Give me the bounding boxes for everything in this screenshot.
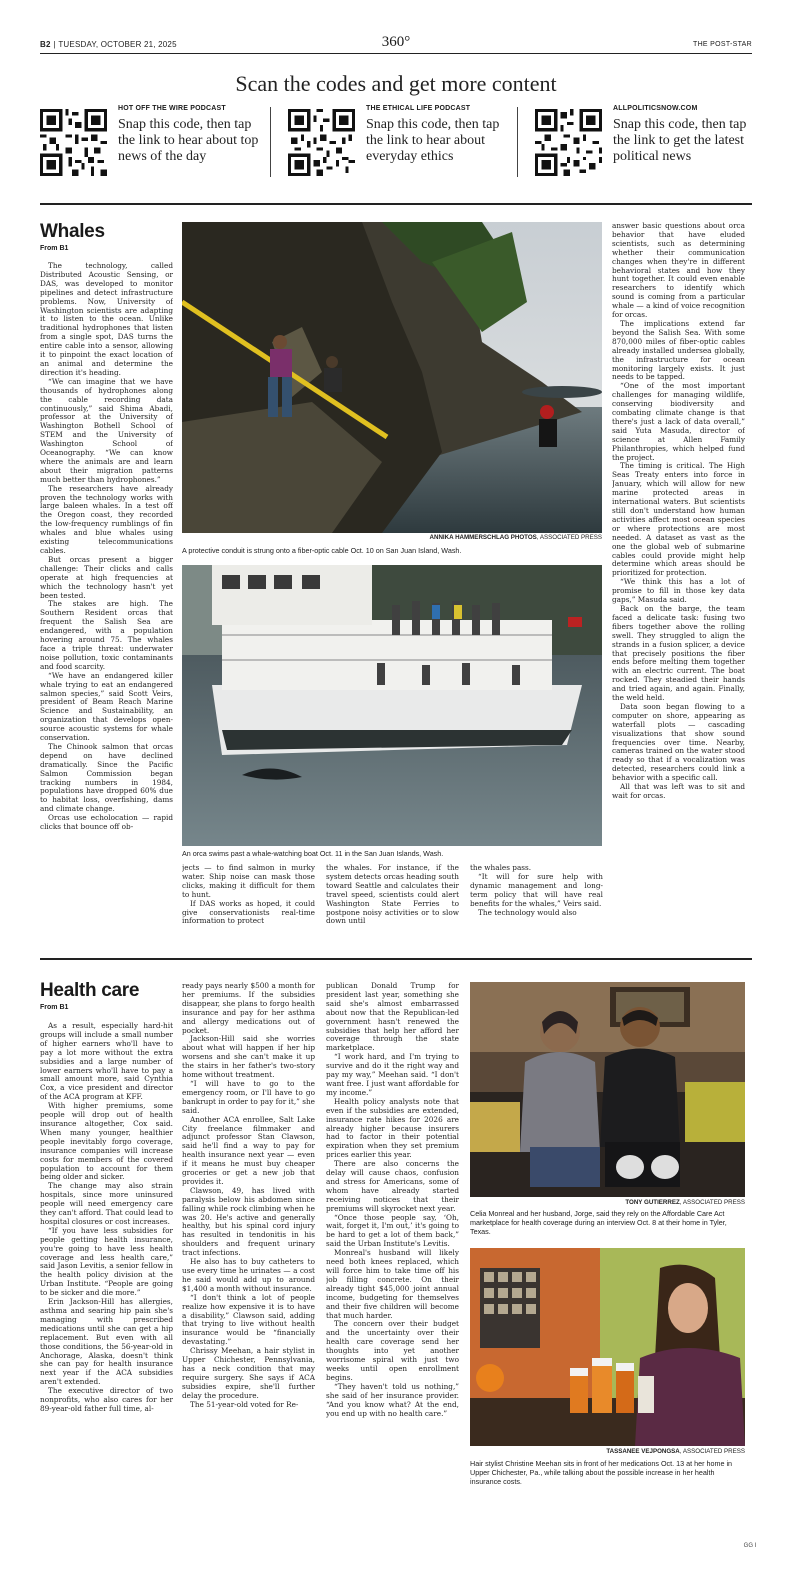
health-photo2-caption: Hair stylist Christine Meehan sits in front of her medications Oct. 13 at her home in Upper Chichester, Pa., while talking about the possible increase in her health insurance costs. <box>470 1459 733 1486</box>
whales-photo1-caption: A protective conduit is strung onto a fiber-optic cable Oct. 10 on San Juan Island, Wash. <box>182 546 462 555</box>
qr-code-icon[interactable] <box>288 109 355 176</box>
health-photo-monreal-couple <box>470 982 745 1197</box>
health-photo1-credit: TONY GUTIERREZ, ASSOCIATED PRESS <box>625 1199 745 1206</box>
promo-text: Snap this code, then tap the link to get the latest political news <box>613 117 747 164</box>
promo-item-politics[interactable] <box>535 105 765 185</box>
health-photo1-caption: Celia Monreal and her husband, Jorge, said they rely on the Affordable Care Act marketplace for health coverage during an interview Oct. 8 at their home in Tyler, Texas. <box>470 1209 727 1236</box>
promo-text: Snap this code, then tap the link to hear about everyday ethics <box>366 117 500 164</box>
promo-kicker: HOT OFF THE WIRE PODCAST <box>118 105 226 112</box>
section-rule <box>40 203 752 205</box>
health-jump-from: From B1 <box>40 1004 69 1011</box>
page-code: GG I <box>743 1543 757 1549</box>
whales-jump-from: From B1 <box>40 245 69 252</box>
promo-divider <box>517 107 518 177</box>
newspaper-name: THE POST-STAR <box>693 41 752 48</box>
whales-photo2-caption: An orca swims past a whale-watching boat Oct. 11 in the San Juan Islands, Wash. <box>182 849 444 858</box>
whales-column-1: The technology, called Distributed Acoustic Sensing, or DAS, was developed to monitor pipelines and detect infrastructure problems. Now, University of Washington scientists are adapting it to listen to the ocean. Unlike traditional hydrophones that listen from a single spot, DAS turns the entire cable into a sensor, allowing it to pinpoint the exact location of an animal and determine the direction it's heading. “We can imagine that we have thousands of hydrophones along the cable recording data continuously,” said Shima Abadi, professor at the University of Washington Bothell School of STEM and the University of Washington School of Oceanography. “We can know where the animals are and learn about their migration patterns much better than hydrophones.” The researchers have already proven the technology works with large baleen whales. In a test off the Oregon coast, they recorded the low-frequency rumblings of fin whales and blue whales using existing telecommunications cables. But orcas present a bigger challenge: Their clicks and calls operate at high frequencies at which the technology hasn't yet been tested. The stakes are high. The Southern Resident orcas that frequent the Salish Sea are endangered, with a population hovering around 75. The whales face a triple threat: underwater noise pollution, toxic contaminants and food scarcity. “We have an endangered killer whale trying to eat an endangered salmon species,” said Scott Veirs, president of Beam Reach Marine Science and Sustainability, an organization that develops open-source acoustic systems for whale conservation. The Chinook salmon that orcas depend on have declined dramatically. Since the Pacific Salmon Commission began tracking numbers in 1984, populations have dropped 60% due to habitat loss, overfishing, dams and climate change. Orcas use echolocation — rapid clicks that bounce off ob- <box>40 262 173 832</box>
qr-code-icon[interactable] <box>40 109 107 176</box>
health-column-2: ready pays nearly $500 a month for her premiums. If the subsidies disappear, she plans to forgo health insurance and pay for her asthma and allergy medications out of pocket. Jackson-Hill said she worries about what will happen if her hip worsens and she can't make it up the stairs in her father's two-story home without treatment. “I will have to go to the emergency room, or I'll have to go bankrupt in order to pay for it,” she said. Another ACA enrollee, Salt Lake City freelance filmmaker and adjunct professor Stan Clawson, said he'll find a way to pay for health insurance next year — even if it means he must buy cheaper groceries or get a new job that provides it. Clawson, 49, has lived with paralysis below his abdomen since falling while rock climbing when he was 20. He's active and generally healthy, but his spinal cord injury has resulted in tendonitis in his shoulders and frequent urinary tract infections. He also has to buy catheters to use every time he urinates — a cost he said would add up to around $1,400 a month without insurance. “I don't think a lot of people realize how expensive it is to have a disability,” Clawson said, adding that trying to live without health insurance would be “financially devastating.” Chrissy Meehan, a hair stylist in Upper Chichester, Pennsylvania, has a neck condition that may require surgery. She says if ACA subsidies expire, she'll further delay the procedure. The 51-year-old voted for Re- <box>182 982 315 1409</box>
health-column-3: publican Donald Trump for president last year, something she said she's almost embarrassed about now that the Republican-led government hasn't renewed the subsidies that help her afford her coverage through the state marketplace. “I work hard, and I'm trying to survive and do it the right way and pay my way,” Meehan said. “I don't want free. I just want affordable for my income.” Health policy analysts note that even if the subsidies are extended, insurance rate hikes for 2026 are already higher because insurers had to factor in their potential expiration when they set premium prices earlier this year. There are also concerns the delay will cause chaos, confusion and stress for Americans, some of whom have already started receiving notices that their premiums will skyrocket next year. “Once those people say, ‘Oh, wait, forget it, I'm out,’ it's going to be hard to get a lot of them back,” said the Urban Institute's Levitis. Monreal's husband will likely need both knees replaced, which will force him to take time off his job filling concrete. On their already tight $45,000 joint annual income, budgeting for themselves and their five children will become that much harder. The concern over their budget and the uncertainty over their health care coverage send her thoughts into yet another worrisome spiral with just two weeks until open enrollment begins. “They haven't told us nothing,” she said of her insurance provider. “And you know what? At the end, you end up with no health care.” <box>326 982 459 1418</box>
promo-item-wire[interactable] <box>40 105 270 185</box>
health-headline: Health care <box>40 980 140 1001</box>
promo-headline: Scan the codes and get more content <box>235 71 557 96</box>
promo-divider <box>270 107 271 177</box>
whales-column-4: the whales pass. “It will for sure help with dynamic management and long-term policy that will have real benefits for the whales,” Veirs said. The technology would also <box>470 864 603 917</box>
top-rule <box>40 53 752 54</box>
whales-photo-boat <box>182 565 602 846</box>
health-photo2-credit: TASSANEE VEJPONGSA, ASSOCIATED PRESS <box>606 1448 745 1455</box>
whales-headline: Whales <box>40 221 105 242</box>
whales-photo-credit: ANNIKA HAMMERSCHLAG PHOTOS, ASSOCIATED PRESS <box>429 534 602 541</box>
whales-column-5: answer basic questions about orca behavior that have eluded scientists, such as determining whether their communication changes when they're in different behavioral states and how they hunt together. It could even enable researchers to identify which sound is coming from a particular whale — a kind of voice recognition for orcas. The implications extend far beyond the Salish Sea. With some 870,000 miles of fiber-optic cables already installed undersea globally, the infrastructure for ocean monitoring largely exists. It just needs to be tapped. “One of the most important challenges for managing wildlife, conserving biodiversity and combating climate change is that there's just a lack of data overall,” said Yuta Masuda, director of science at Allen Family Philanthropies, which helped fund the project. The timing is critical. The High Seas Treaty enters into force in January, which will allow for new marine protected areas in international waters. But scientists still don't understand how human activities affect most ocean species or where protections are most needed. A dataset as vast as the one the global web of submarine cables could provide might help determine which areas should be prioritized for protection. “We think this has a lot of promise to fill in those key data gaps,” Masuda said. Back on the barge, the team faced a delicate task: fusing two fibers together above the rolling swell. They struggled to align the strands in a fusion splicer, a device that precisely positions the fiber ends before melting them together with an electric current. The boat rocked. They steadied their hands and tried again, and again. Finally, the weld held. Data soon began flowing to a computer on shore, appearing as waterfall plots — cascading visualizations that show sound frequencies over time. Nearby, cameras trained on the water stood ready so that if a vocalization was detected, researchers could link a behavior with a specific call. All that was left was to sit and wait for orcas. <box>612 222 745 800</box>
promo-kicker: ALLPOLITICSNOW.COM <box>613 105 698 112</box>
health-photo-meehan <box>470 1248 745 1446</box>
section-name: 360° <box>381 34 411 50</box>
folio-page-date: B2 | TUESDAY, OCTOBER 21, 2025 <box>40 40 177 49</box>
whales-column-3: the whales. For instance, if the system detects orcas heading south toward Seattle and calculates their travel speed, scientists could alert Washington State Ferries to postpone noisy activities or to slow down until <box>326 864 459 926</box>
promo-kicker: THE ETHICAL LIFE PODCAST <box>366 105 471 112</box>
whales-photo-diver-conduit <box>182 222 602 533</box>
section-rule <box>40 958 752 960</box>
promo-item-ethics[interactable] <box>288 105 518 185</box>
whales-column-2: jects — to find salmon in murky water. Ship noise can mask those clicks, making it difficult for them to hunt. If DAS works as hoped, it could give conservationists real-time information to protect <box>182 864 315 926</box>
promo-text: Snap this code, then tap the link to hear about top news of the day <box>118 117 259 164</box>
qr-code-icon[interactable] <box>535 109 602 176</box>
health-column-1: As a result, especially hard-hit groups will include a small number of higher earners who'll have to pay a lot more without the extra subsidies and a large number of lower earners who'll have to pay a small amount more, said Cynthia Cox, a vice president and director of the ACA program at KFF. With higher premiums, some people will drop out of health insurance altogether, Cox said. When many younger, healthier people inevitably forgo coverage, insurance companies will increase costs for members of the covered population to account for them being older and sicker. The change may also strain hospitals, since more uninsured people will need emergency care they can't afford. That could lead to hospital closures or cost increases. “If you have less subsidies for people getting health insurance, you're going to have less health coverage and less health care,” said Jason Levitis, a senior fellow in the health policy division at the Urban Institute. “People are going to be sicker and die more.” Erin Jackson-Hill has allergies, asthma and searing hip pain she's managing with prescribed medications until she can get a hip replacement. But even with all those conditions, the 56-year-old in Anchorage, Alaska, doesn't think she can pay for health insurance next year if the ACA subsidies aren't extended. The executive director of two nonprofits, who also cares for her 89-year-old father full time, al- <box>40 1022 173 1413</box>
